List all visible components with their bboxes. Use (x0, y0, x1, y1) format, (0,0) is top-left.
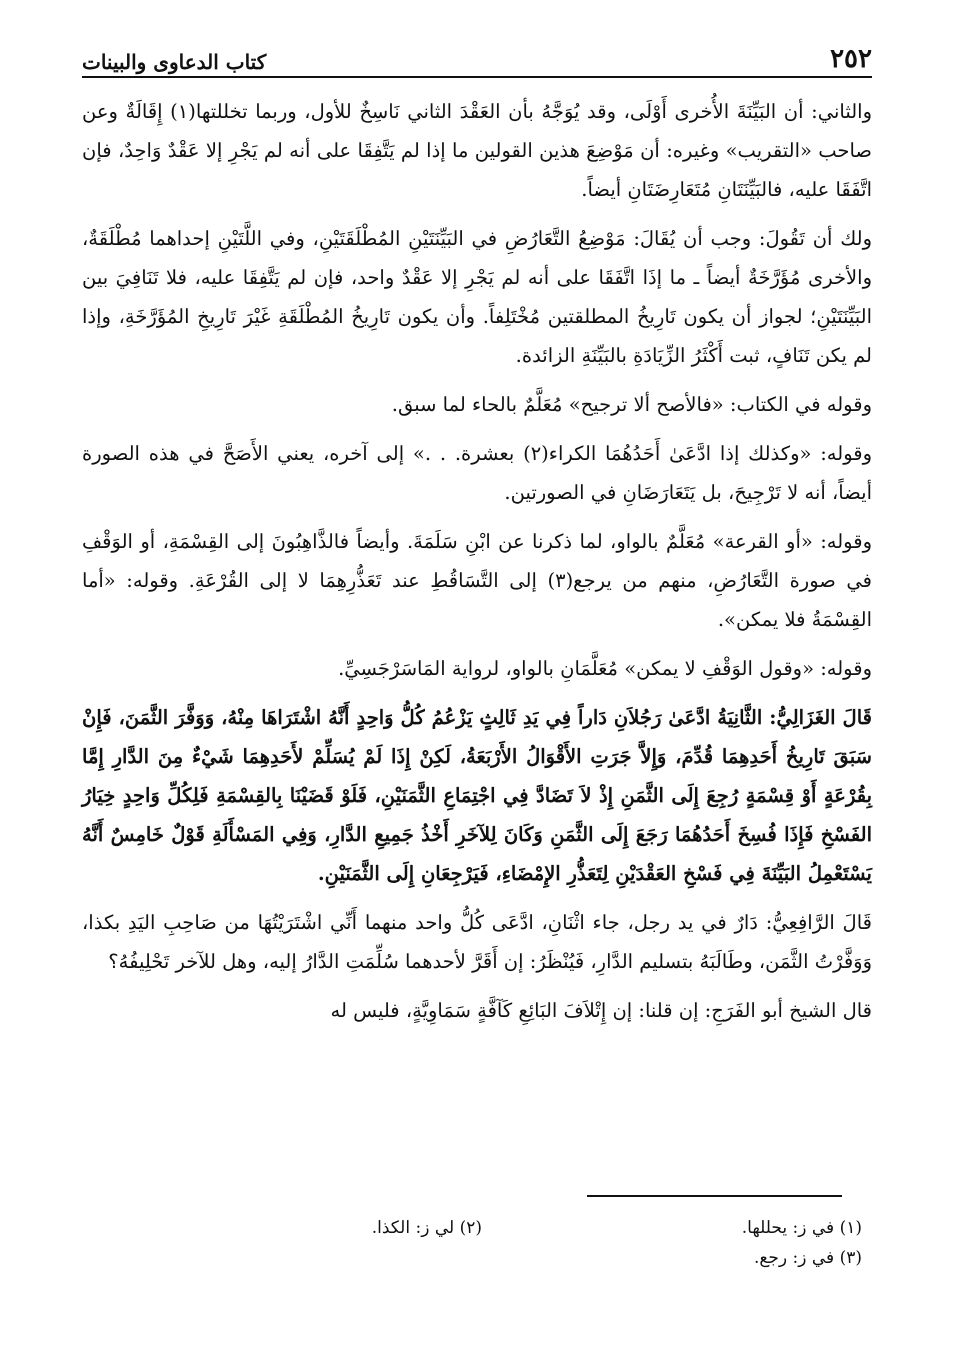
footnote-2: (٢) لي ز: الكذا. (371, 1218, 482, 1238)
paragraph-4: وقوله: «وكذلك إذا ادَّعَىٰ أَحَدُهُمَا الكراء(٢) بعشرة. . .» إلى آخره، يعني الأَصَحَّ في هذه الصورة أيضاً، أنه لا تَرْجِيحَ، بل يَتَعَارَضَانِ في الصورتين. (82, 442, 873, 504)
running-header (82, 30, 872, 78)
book-page (82, 30, 872, 1340)
paragraph-3: وقوله في الكتاب: «فالأصح ألا ترجيح» مُعَلَّمٌ بالحاء لما سبق. (391, 393, 872, 416)
paragraph-abu-al-faraj: قال الشيخ أبو الفَرَجِ: إن قلنا: إن إِتْلاَفَ البَائِعِ كَآفَّةٍ سَمَاوِيَّةٍ، فليس له (330, 999, 872, 1022)
page-body (82, 92, 872, 1030)
paragraph-2: ولك أن تَقُولَ: وجب أن يُقَالَ: مَوْضِعُ التَّعَارُضِ في البَيِّنَتَيْنِ المُطْلَقَتَيْنِ، وفي اللَّتَيْنِ إحداهما مُطْلَقَةٌ، والأخرى مُؤَرَّخَةٌ أيضاً ـ ما إذَا اتَّفَقَا على أنه لم يَجْرِ إلا عَقْدٌ واحد، فإن لم يَتَّفِقَا عليه، فلا تَنَافِيَ بين البَيِّنَتَيْنِ؛ لجواز أن يكون تَارِيخُ المطلقتين مُخْتَلِفاً. وأن يكون تَارِيخُ المُطْلَقَةِ غَيْرَ تَارِيخِ المُؤَرَّخَةِ، وإذا لم يكن تَنَافٍ، ثبت أَكْثَرُ الزِّيَادَةِ بالبَيِّنَةِ الزائدة. (82, 227, 872, 367)
footnote-row (82, 1213, 872, 1243)
footnote-divider (587, 1195, 842, 1197)
footnote-1: (١) في ز: يحللها. (741, 1218, 862, 1238)
book-title: كتاب الدعاوى والبينات (82, 50, 267, 74)
paragraph-rafii-commentary: قَالَ الرَّافِعِيُّ: دَارٌ في يد رجل، جاء اثْنَانِ، ادَّعَى كُلُّ واحد منهما أَنِّي اشْتَرَيْتُهَا من صَاحِبِ اليَدِ بكذا، وَوَفَّرْتُ الثَّمَن، وطَالَبَهُ بتسليم الدَّارِ، فَيُنْظَرُ: إن أَقَرَّ لأحدهما سُلِّمَتِ الدَّارُ إليه، وهل للآخر تَحْلِيفُهُ؟ (82, 911, 872, 973)
paragraph-1: والثاني: أن البَيِّنَةَ الأُخرى أَوْلَى، وقد يُوَجَّهُ بأن العَقْدَ الثاني نَاسِخٌ للأول، وربما تخللتها(١) إِقَالَةٌ وعن صاحب «التقريب» وغيره: أن مَوْضِعَ هذين القولين ما إذا لم يَتَّفِقَا على أنه لم يَجْرِ إلا عَقْدٌ وَاحِدٌ، فإن اتَّفَقَا عليه، فالبَيِّنَتَانِ مُتَعَارِضَتَانِ أيضاً. (82, 100, 872, 201)
paragraph-ghazali-text: قَالَ الغَزَالِيُّ: الثَّانِيَةُ ادَّعَىٰ رَجُلاَنِ دَاراً فِي يَدِ ثَالِثٍ يَزْعُمُ كُلُّ وَاحِدٍ أَنَّهُ اشْتَرَاهَا مِنْهُ، وَوَفَّرَ الثَّمَنَ، فَإِنْ سَبَقَ تَارِيخُ أَحَدِهِمَا قُدِّمَ، وَإِلاَّ جَرَتِ الأَقْوَالُ الأَرْبَعَةُ، لَكِنْ إِذَا لَمْ يُسَلِّمْ لأَحَدِهِمَا شَيْءٌ مِنَ الدَّارِ إِمَّا بِقُرْعَةٍ أَوْ قِسْمَةٍ رُجِعَ إِلَى الثَّمَنِ إِذْ لاَ تَضَادَّ فِي اجْتِمَاعِ الثَّمَنَيْنِ، فَلَوْ قَضَيْنَا بِالقِسْمَةِ فَلِكُلِّ وَاحِدٍ خِيَارُ الفَسْخِ فَإِذَا فُسِخَ أَحَدُهُمَا رَجَعَ إِلَى الثَّمَنِ وَكَانَ لِلآخَرِ أَخْذُ جَمِيعِ الدَّارِ، وَفِي المَسْأَلَةِ قَوْلٌ خَامِسٌ أَنَّهُ يَسْتَعْمِلُ البَيِّنَةَ فِي فَسْخِ العَقْدَيْنِ لِتَعَذُّرِ الإِمْضَاءِ، فَيَرْجِعَانِ إِلَى الثَّمَنَيْنِ. (82, 706, 872, 885)
footnotes (82, 1195, 872, 1273)
footnote-3: (٣) في ز: رجع. (753, 1248, 862, 1268)
footnote-row (82, 1243, 872, 1273)
page-number: ٢٥٢ (830, 44, 872, 74)
paragraph-5: وقوله: «أو القرعة» مُعَلَّمٌ بالواو، لما ذكرنا عن ابْنِ سَلَمَةَ. وأيضاً فالذَّاهِبُونَ إلى القِسْمَةِ، أو الوَقْفِ في صورة التَّعَارُضِ، منهم من يرجع(٣) إلى التَّسَاقُطِ عند تَعَذُّرِهِمَا لا إلى القُرْعَةِ. وقوله: «أما القِسْمَةُ فلا يمكن». (82, 530, 872, 631)
paragraph-6: وقوله: «وقول الوَقْفِ لا يمكن» مُعَلَّمَانِ بالواو، لرواية المَاسَرْجَسِيِّ. (338, 657, 872, 680)
